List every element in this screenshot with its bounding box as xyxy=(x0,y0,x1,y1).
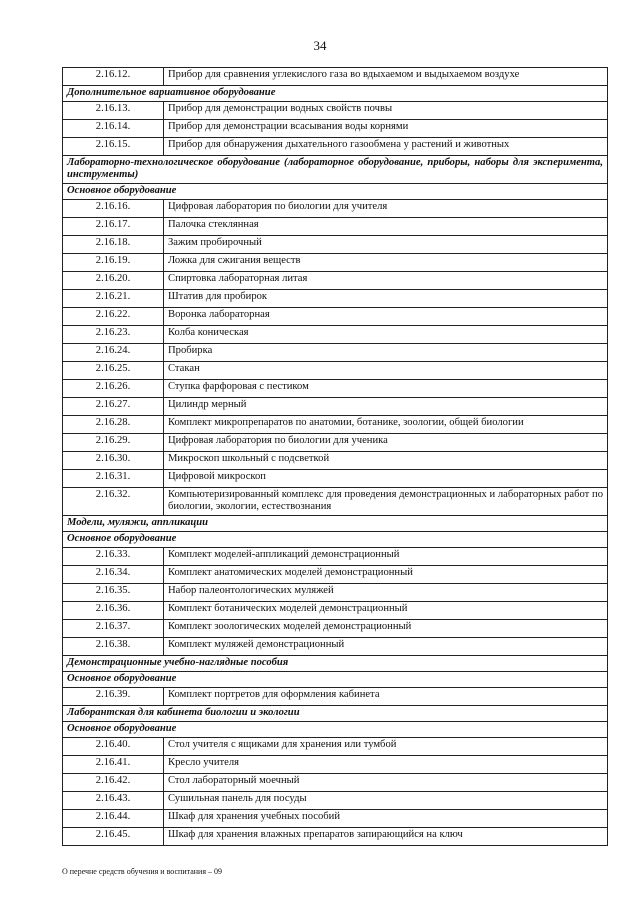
table-row xyxy=(63,792,608,810)
table-row xyxy=(63,290,608,308)
table-row xyxy=(63,688,608,706)
section-header-row xyxy=(63,184,608,200)
equipment-table-body xyxy=(63,68,608,846)
item-description: Цилиндр мерный xyxy=(164,398,608,416)
table-row xyxy=(63,470,608,488)
table-row xyxy=(63,774,608,792)
item-description: Штатив для пробирок xyxy=(164,290,608,308)
section-header-text: Модели, муляжи, аппликации xyxy=(63,516,608,532)
item-number: 2.16.20. xyxy=(63,272,164,290)
item-number: 2.16.29. xyxy=(63,434,164,452)
table-row xyxy=(63,308,608,326)
item-number: 2.16.37. xyxy=(63,620,164,638)
section-header-text: Основное оборудование xyxy=(63,722,608,738)
item-number: 2.16.22. xyxy=(63,308,164,326)
item-description: Колба коническая xyxy=(164,326,608,344)
item-description: Стол учителя с ящиками для хранения или тумбой xyxy=(164,738,608,756)
table-row xyxy=(63,488,608,516)
item-description: Комплект моделей-аппликаций демонстрационный xyxy=(164,548,608,566)
table-row xyxy=(63,254,608,272)
item-description: Цифровая лаборатория по биологии для ученика xyxy=(164,434,608,452)
item-description: Комплект микропрепаратов по анатомии, ботанике, зоологии, общей биологии xyxy=(164,416,608,434)
item-description: Шкаф для хранения влажных препаратов запирающийся на ключ xyxy=(164,828,608,846)
section-header-row xyxy=(63,156,608,184)
item-description: Ступка фарфоровая с пестиком xyxy=(164,380,608,398)
section-header-text: Основное оборудование xyxy=(63,184,608,200)
table-row xyxy=(63,102,608,120)
section-header-text: Дополнительное вариативное оборудование xyxy=(63,86,608,102)
item-description: Стакан xyxy=(164,362,608,380)
item-description: Стол лабораторный моечный xyxy=(164,774,608,792)
item-description: Прибор для обнаружения дыхательного газообмена у растений и животных xyxy=(164,138,608,156)
table-row xyxy=(63,756,608,774)
item-number: 2.16.19. xyxy=(63,254,164,272)
item-number: 2.16.14. xyxy=(63,120,164,138)
table-row xyxy=(63,548,608,566)
item-number: 2.16.44. xyxy=(63,810,164,828)
item-number: 2.16.13. xyxy=(63,102,164,120)
item-description: Шкаф для хранения учебных пособий xyxy=(164,810,608,828)
item-description: Пробирка xyxy=(164,344,608,362)
item-description: Спиртовка лабораторная литая xyxy=(164,272,608,290)
item-number: 2.16.18. xyxy=(63,236,164,254)
table-row xyxy=(63,584,608,602)
section-header-row xyxy=(63,672,608,688)
item-number: 2.16.26. xyxy=(63,380,164,398)
table-row xyxy=(63,218,608,236)
item-number: 2.16.35. xyxy=(63,584,164,602)
item-number: 2.16.41. xyxy=(63,756,164,774)
item-number: 2.16.28. xyxy=(63,416,164,434)
item-number: 2.16.33. xyxy=(63,548,164,566)
item-description: Воронка лабораторная xyxy=(164,308,608,326)
page-number: 34 xyxy=(313,38,327,53)
item-number: 2.16.40. xyxy=(63,738,164,756)
item-number: 2.16.43. xyxy=(63,792,164,810)
section-header-text: Лаборантская для кабинета биологии и экологии xyxy=(63,706,608,722)
item-description: Комплект муляжей демонстрационный xyxy=(164,638,608,656)
item-description: Зажим пробирочный xyxy=(164,236,608,254)
document-footer: О перечне средств обучения и воспитания – 09 xyxy=(62,867,222,876)
item-description: Комплект ботанических моделей демонстрационный xyxy=(164,602,608,620)
item-description: Цифровой микроскоп xyxy=(164,470,608,488)
item-description: Палочка стеклянная xyxy=(164,218,608,236)
item-description: Набор палеонтологических муляжей xyxy=(164,584,608,602)
item-number: 2.16.21. xyxy=(63,290,164,308)
item-description: Компьютеризированный комплекс для проведения демонстрационных и лабораторных работ по биологии, экологии, естествознания xyxy=(164,488,608,516)
item-number: 2.16.15. xyxy=(63,138,164,156)
section-header-row xyxy=(63,656,608,672)
section-header-row xyxy=(63,86,608,102)
table-row xyxy=(63,738,608,756)
item-number: 2.16.17. xyxy=(63,218,164,236)
item-number: 2.16.32. xyxy=(63,488,164,516)
table-row xyxy=(63,120,608,138)
item-description: Сушильная панель для посуды xyxy=(164,792,608,810)
item-number: 2.16.36. xyxy=(63,602,164,620)
item-description: Кресло учителя xyxy=(164,756,608,774)
item-description: Прибор для демонстрации водных свойств почвы xyxy=(164,102,608,120)
item-number: 2.16.23. xyxy=(63,326,164,344)
item-number: 2.16.16. xyxy=(63,200,164,218)
section-header-row xyxy=(63,722,608,738)
item-number: 2.16.42. xyxy=(63,774,164,792)
item-number: 2.16.25. xyxy=(63,362,164,380)
table-row xyxy=(63,362,608,380)
item-number: 2.16.27. xyxy=(63,398,164,416)
item-description: Цифровая лаборатория по биологии для учителя xyxy=(164,200,608,218)
table-row xyxy=(63,236,608,254)
item-number: 2.16.12. xyxy=(63,68,164,86)
section-header-text: Лабораторно-технологическое оборудование (лабораторное оборудование, приборы, наборы для эксперимента, инструменты) xyxy=(63,156,608,184)
table-row xyxy=(63,326,608,344)
table-row xyxy=(63,416,608,434)
item-description: Ложка для сжигания веществ xyxy=(164,254,608,272)
table-row xyxy=(63,828,608,846)
section-header-row xyxy=(63,532,608,548)
table-row xyxy=(63,434,608,452)
table-row xyxy=(63,344,608,362)
equipment-table xyxy=(62,67,608,846)
item-number: 2.16.34. xyxy=(63,566,164,584)
table-row xyxy=(63,398,608,416)
item-number: 2.16.30. xyxy=(63,452,164,470)
item-description: Комплект зоологических моделей демонстрационный xyxy=(164,620,608,638)
table-row xyxy=(63,138,608,156)
item-description: Прибор для сравнения углекислого газа во вдыхаемом и выдыхаемом воздухе xyxy=(164,68,608,86)
section-header-text: Основное оборудование xyxy=(63,672,608,688)
item-number: 2.16.39. xyxy=(63,688,164,706)
item-description: Комплект анатомических моделей демонстрационный xyxy=(164,566,608,584)
table-row xyxy=(63,200,608,218)
item-number: 2.16.24. xyxy=(63,344,164,362)
section-header-text: Демонстрационные учебно-наглядные пособия xyxy=(63,656,608,672)
section-header-text: Основное оборудование xyxy=(63,532,608,548)
table-row xyxy=(63,638,608,656)
table-row xyxy=(63,380,608,398)
section-header-row xyxy=(63,706,608,722)
item-number: 2.16.38. xyxy=(63,638,164,656)
table-row xyxy=(63,602,608,620)
item-description: Комплект портретов для оформления кабинета xyxy=(164,688,608,706)
table-row xyxy=(63,810,608,828)
item-description: Микроскоп школьный с подсветкой xyxy=(164,452,608,470)
table-row xyxy=(63,620,608,638)
section-header-row xyxy=(63,516,608,532)
table-row xyxy=(63,452,608,470)
table-row xyxy=(63,272,608,290)
item-description: Прибор для демонстрации всасывания воды корнями xyxy=(164,120,608,138)
item-number: 2.16.45. xyxy=(63,828,164,846)
table-row xyxy=(63,566,608,584)
item-number: 2.16.31. xyxy=(63,470,164,488)
table-row xyxy=(63,68,608,86)
